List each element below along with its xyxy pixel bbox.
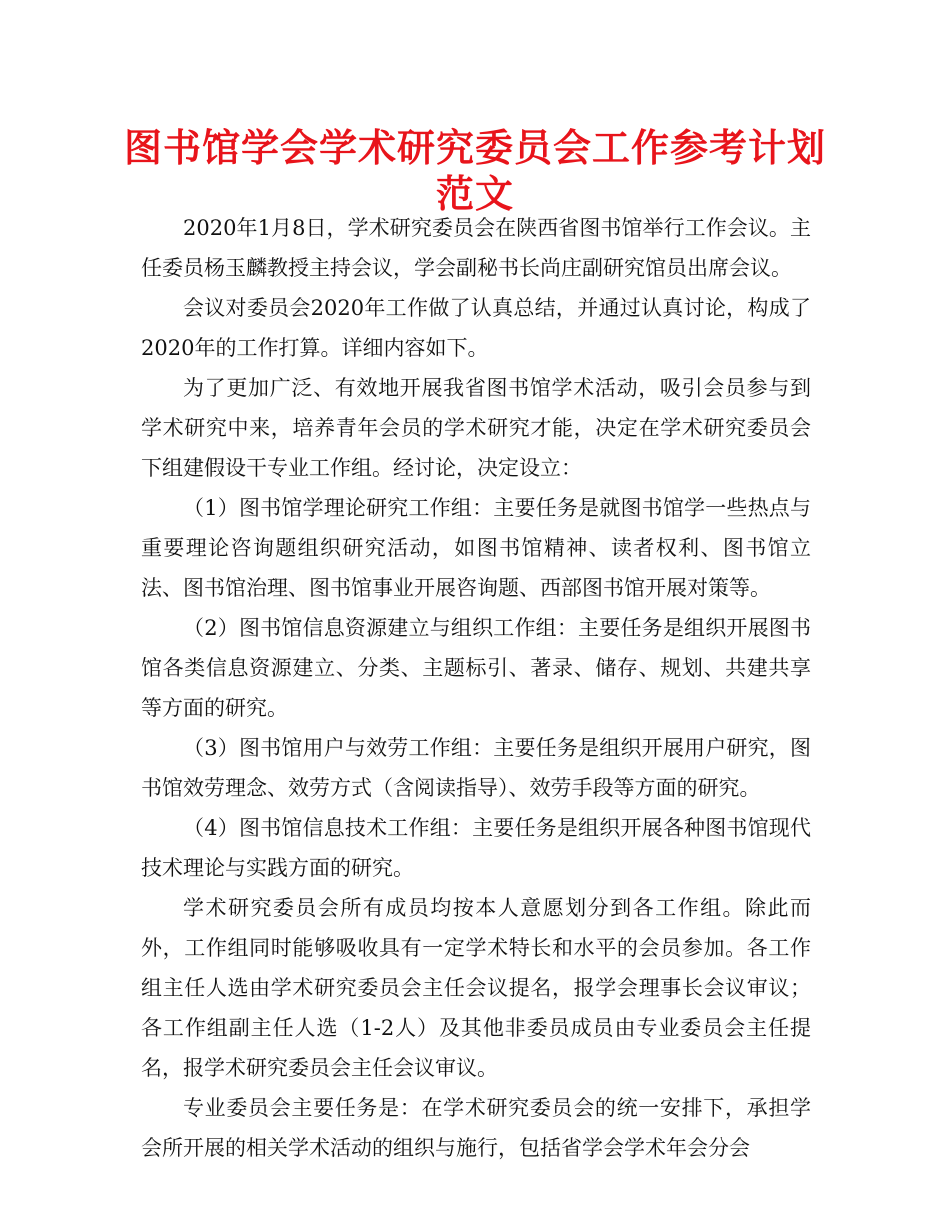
paragraph-group-2: （2）图书馆信息资源建立与组织工作组：主要任务是组织开展图书馆各类信息资源建立、分类、主题标引、著录、储存、规划、共建共享等方面的研究。 bbox=[141, 616, 811, 720]
document-title-line1: 图书馆学会学术研究委员会工作参考计划 bbox=[123, 126, 826, 170]
paragraph-membership: 学术研究委员会所有成员均按本人意愿划分到各工作组。除此而外，工作组同时能够吸收具有一定学术特长和水平的会员参加。各工作组主任人选由学术研究委员会主任会议提名，报学会理事长会议审议；各工作组副主任人选（1-2人）及其他非委员成员由专业委员会主任提名，报学术研究委员会主任会议审议。 bbox=[141, 896, 811, 1080]
paragraph-group-3: （3）图书馆用户与效劳工作组：主要任务是组织开展用户研究，图书馆效劳理念、效劳方式（含阅读指导）、效劳手段等方面的研究。 bbox=[141, 736, 811, 800]
paragraph-summary: 会议对委员会2020年工作做了认真总结，并通过认真讨论，构成了2020年的工作打算。详细内容如下。 bbox=[141, 296, 811, 360]
paragraph-group-1: （1）图书馆学理论研究工作组：主要任务是就图书馆学一些热点与重要理论咨询题组织研究活动，如图书馆精神、读者权利、图书馆立法、图书馆治理、图书馆事业开展咨询题、西部图书馆开展对策等。 bbox=[141, 496, 811, 600]
document-body bbox=[141, 208, 811, 1168]
paragraph-group-4: （4）图书馆信息技术工作组：主要任务是组织开展各种图书馆现代技术理论与实践方面的研究。 bbox=[141, 816, 811, 880]
paragraph-tasks: 专业委员会主要任务是：在学术研究委员会的统一安排下，承担学会所开展的相关学术活动的组织与施行，包括省学会学术年会分会 bbox=[141, 1096, 811, 1160]
document-title-line2: 范文 bbox=[435, 172, 514, 216]
paragraph-meeting: 2020年1月8日，学术研究委员会在陕西省图书馆举行工作会议。主任委员杨玉麟教授主持会议，学会副秘书长尚庄副研究馆员出席会议。 bbox=[141, 216, 811, 280]
paragraph-purpose: 为了更加广泛、有效地开展我省图书馆学术活动，吸引会员参与到学术研究中来，培养青年会员的学术研究才能，决定在学术研究委员会下组建假设干专业工作组。经讨论，决定设立： bbox=[141, 376, 811, 480]
